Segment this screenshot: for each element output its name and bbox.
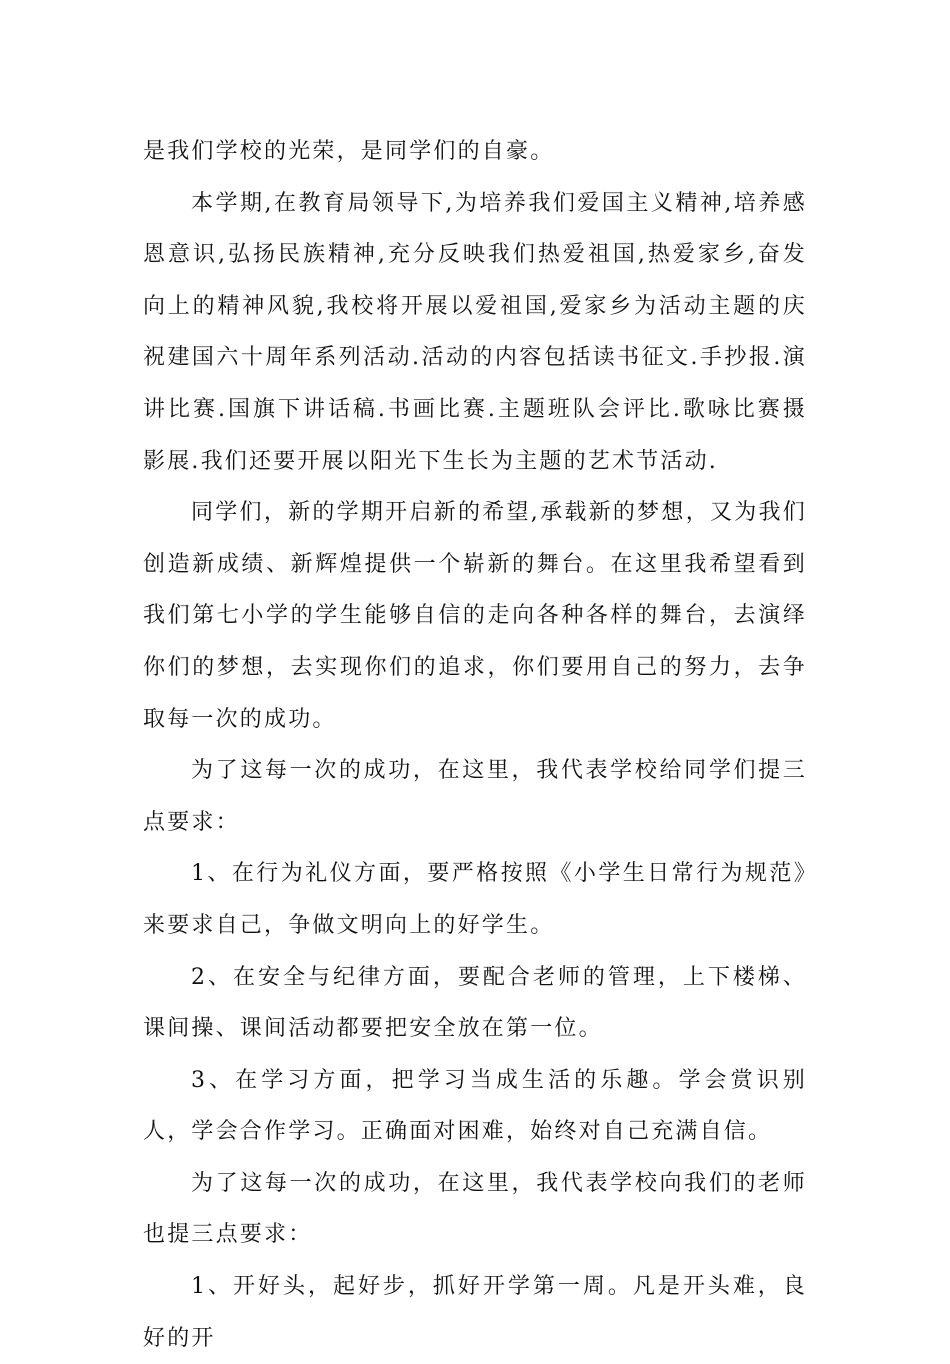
document-body [143, 126, 807, 1364]
paragraph: 1、在行为礼仪方面，要严格按照《小学生日常行为规范》来要求自己，争做文明向上的好学生。 [143, 861, 807, 938]
paragraph: 为了这每一次的成功，在这里，我代表学校给同学们提三点要求： [143, 758, 807, 835]
paragraph: 为了这每一次的成功，在这里，我代表学校向我们的老师也提三点要求： [143, 1170, 807, 1248]
paragraph: 2、在安全与纪律方面，要配合老师的管理，上下楼梯、课间操、课间活动都要把安全放在第一位。 [143, 964, 807, 1042]
paragraph: 同学们，新的学期开启新的希望,承载新的梦想，又为我们创造新成绩、新辉煌提供一个崭新的舞台。在这里我希望看到我们第七小学的学生能够自信的走向各种各样的舞台，去演绎你们的梦想，去实现你们的追求，你们要用自己的努力，去争取每一次的成功。 [143, 500, 807, 732]
paragraph: 3、在学习方面，把学习当成生活的乐趣。学会赏识别人，学会合作学习。正确面对困难，始终对自己充满自信。 [143, 1067, 807, 1145]
paragraph: 本学期,在教育局领导下,为培养我们爱国主义精神,培养感恩意识,弘扬民族精神,充分反映我们热爱祖国,热爱家乡,奋发向上的精神风貌,我校将开展以爱祖国,爱家乡为活动主题的庆祝建国六十周年系列活动.活动的内容包括读书征文.手抄报.演讲比赛.国旗下讲话稿.书画比赛.主题班队会评比.歌咏比赛摄影展.我们还要开展以阳光下生长为主题的艺术节活动. [143, 190, 807, 474]
paragraph: 1、开好头，起好步，抓好开学第一周。凡是开头难，良好的开 [143, 1274, 807, 1351]
paragraph: 是我们学校的光荣，是同学们的自豪。 [143, 139, 555, 164]
